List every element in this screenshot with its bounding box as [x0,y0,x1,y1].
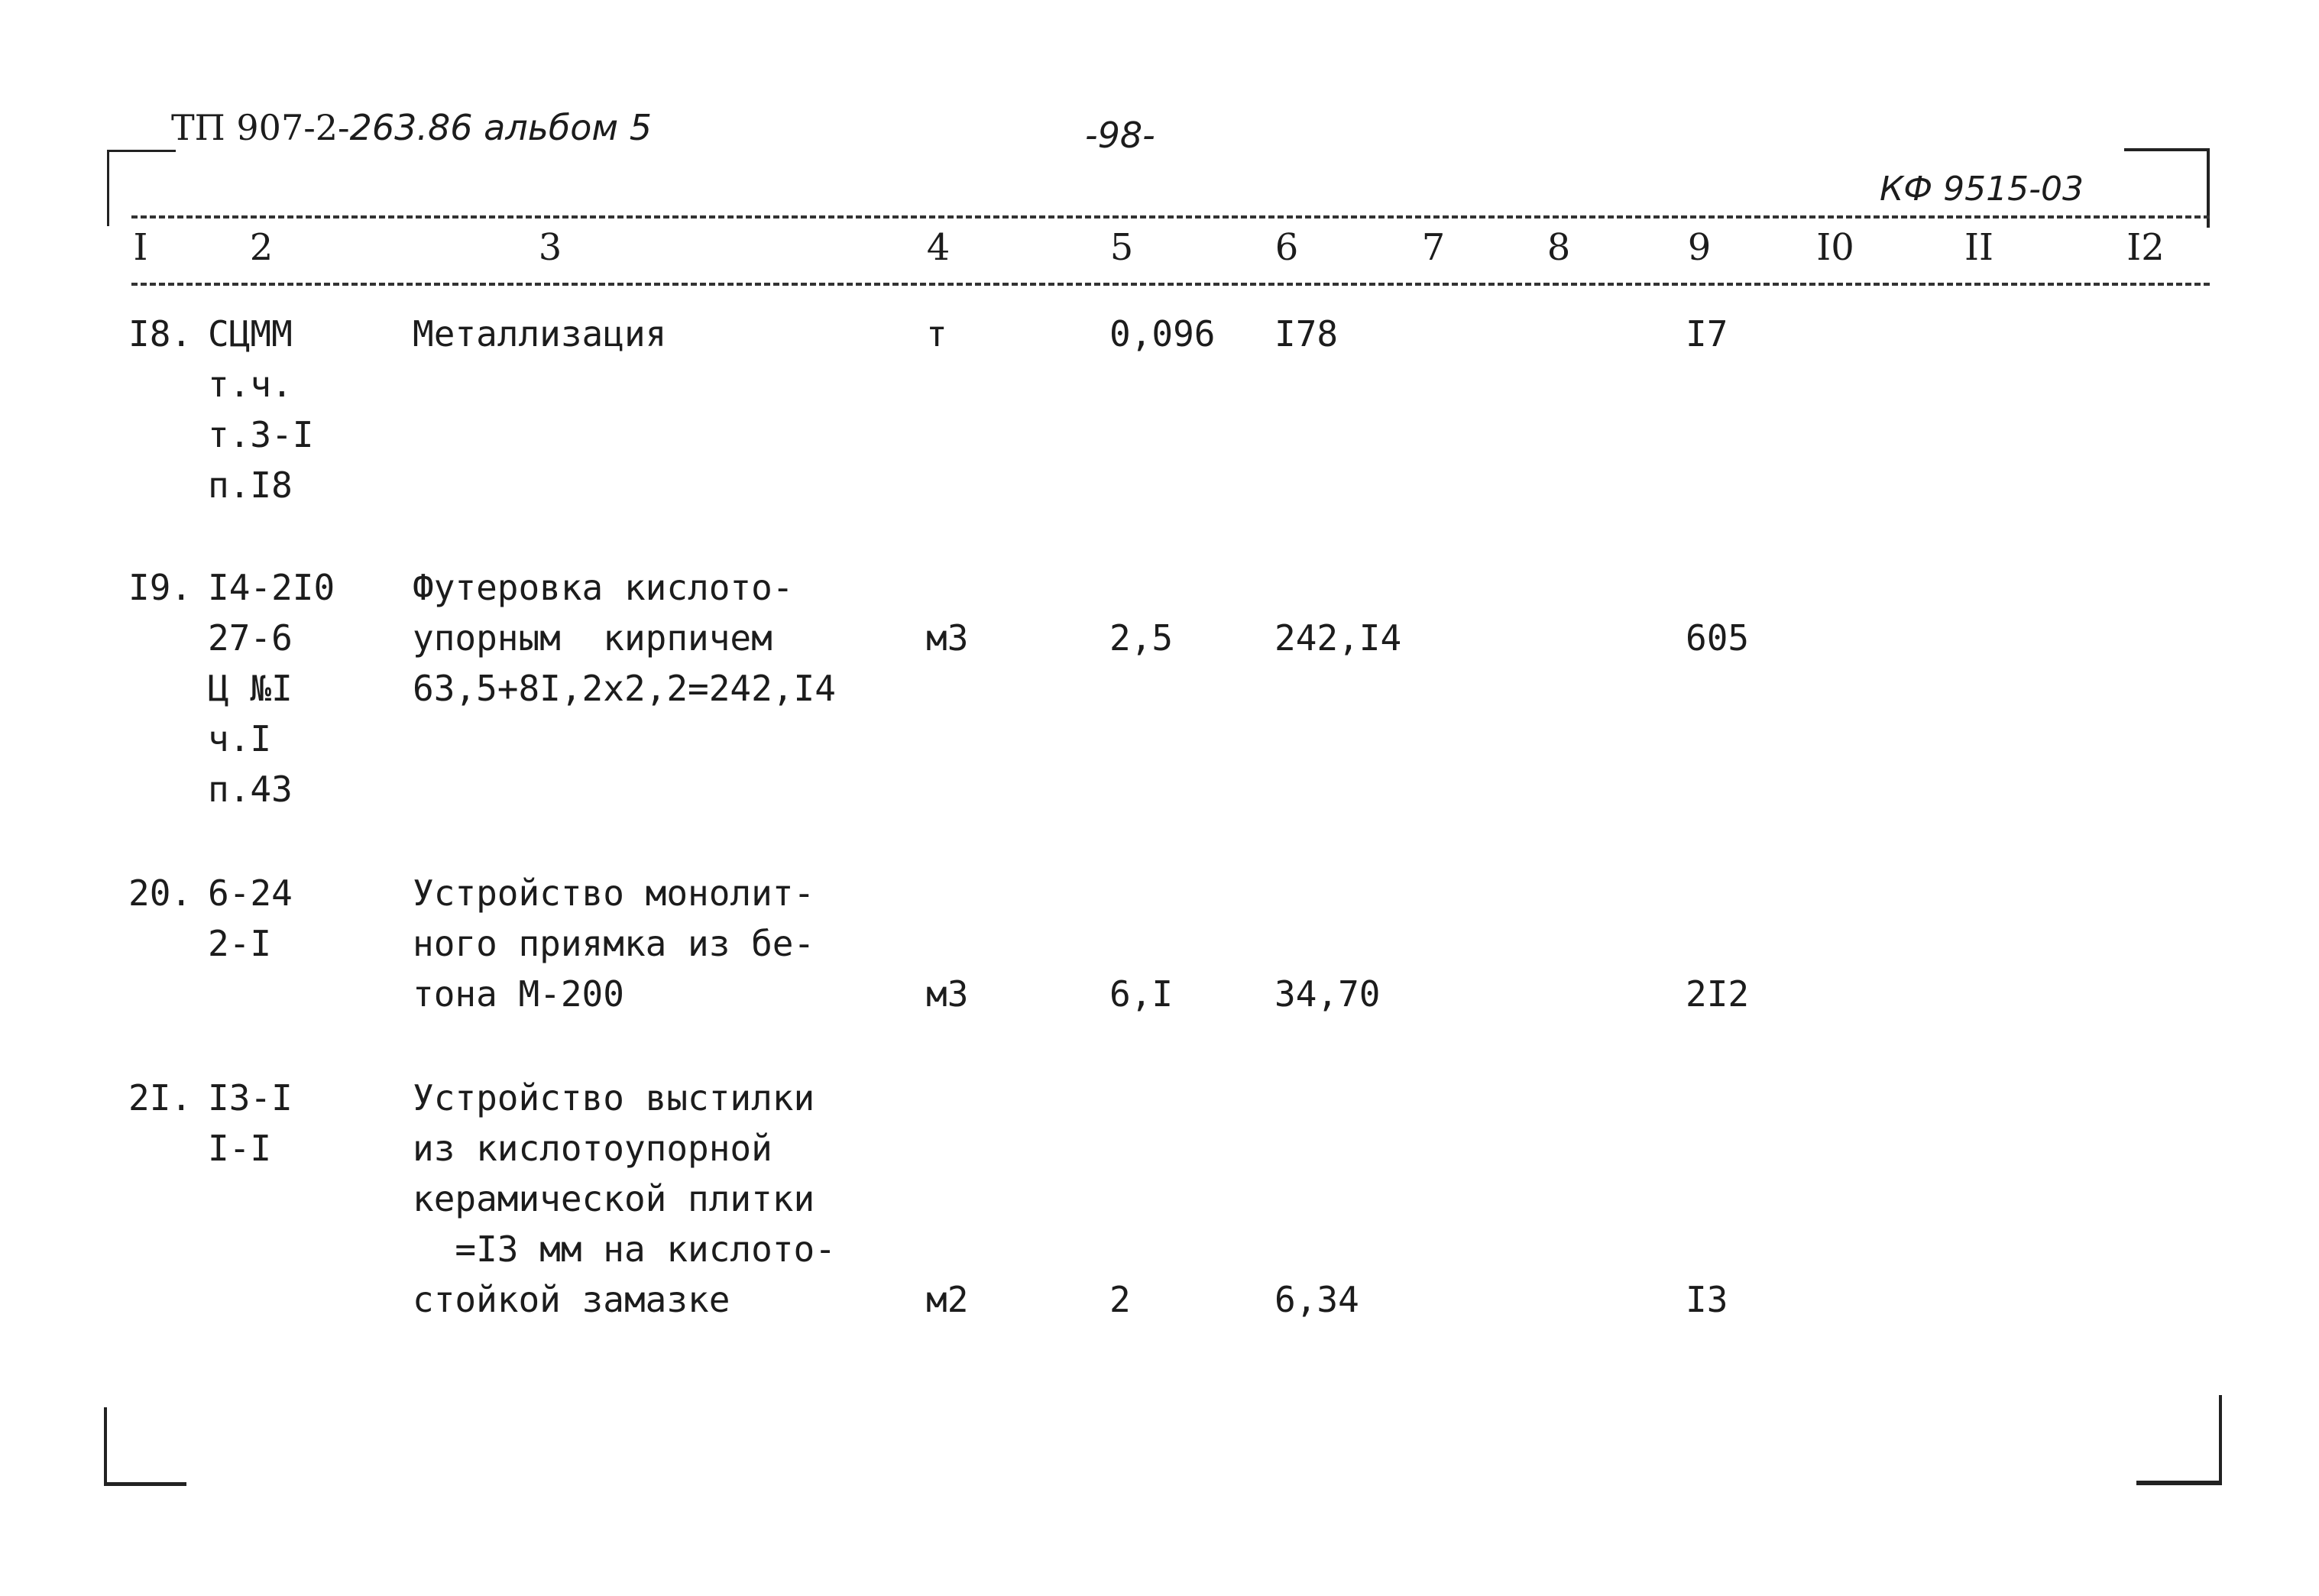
column-number: I [133,226,148,269]
row-quantity: 6,I [1109,973,1174,1015]
row-total: 2I2 [1686,973,1750,1015]
row-number: I8. [128,313,193,354]
description-line: тона М-200 [413,973,624,1015]
column-number: II [1964,226,1993,269]
column-number: 2 [249,226,274,269]
row-total: 605 [1686,617,1750,659]
row-unit-price: 242,I4 [1274,617,1402,659]
description-line: из кислотоупорной [413,1128,772,1169]
row-unit: м3 [926,617,969,659]
column-number: 7 [1421,226,1446,269]
code-line: СЦММ [208,313,293,354]
page-number: -98- [1085,115,1155,156]
description-line: ного приямка из бе- [413,923,815,964]
row-description [413,309,666,359]
row-unit: т [926,313,947,354]
row-number: 2I. [128,1077,193,1118]
frame-right-lower-rule [2219,1395,2222,1485]
description-line: стойкой замазке [413,1279,730,1320]
column-number: 5 [1109,226,1134,269]
frame-left-upper-rule [107,150,109,226]
row-unit-price: 6,34 [1274,1279,1359,1320]
code-line: I3-I [208,1077,293,1118]
description-line: Футеровка кислото- [413,567,794,608]
row-code [208,1073,293,1174]
row-quantity: 0,096 [1109,313,1216,354]
row-quantity: 2 [1109,1279,1131,1320]
row-quantity: 2,5 [1109,617,1174,659]
column-number: 6 [1274,226,1299,269]
code-line: Ц №I [208,668,293,709]
description-line: упорным кирпичем [413,617,772,659]
frame-top-right-rule [2124,148,2210,151]
row-code [208,868,293,969]
code-line: т.3-I [208,414,314,455]
row-description [413,868,815,1019]
description-line: =I3 мм на кислото- [413,1229,836,1270]
stamp-code: КФ 9515-03 [1880,170,2084,209]
header-rule-bottom [131,283,2210,286]
frame-left-lower-rule [104,1407,107,1485]
row-number: I9. [128,567,193,608]
row-unit: м2 [926,1279,969,1320]
frame-bottom-left-rule [104,1482,186,1486]
row-unit: м3 [926,973,969,1015]
code-line: ч.I [208,718,272,759]
column-number: 9 [1687,226,1712,269]
description-line: Металлизация [413,313,667,354]
column-number: 4 [926,226,951,269]
code-line: I-I [208,1128,272,1169]
column-number: 3 [538,226,562,269]
description-line: 63,5+8I,2х2,2=242,I4 [413,668,836,709]
row-code [208,309,313,510]
row-code [208,562,335,814]
document-code-handwritten: 263.86 альбом 5 [349,107,652,148]
row-total: I3 [1686,1279,1728,1320]
header-rule-top [131,215,2210,219]
description-line: керамической плитки [413,1178,815,1219]
code-line: I4-2I0 [208,567,335,608]
code-line: п.43 [208,769,293,810]
column-number: 8 [1547,226,1571,269]
description-line: Устройство монолит- [413,872,815,914]
column-number: I0 [1816,226,1854,269]
code-line: 2-I [208,923,272,964]
frame-top-left-rule [107,150,176,152]
description-line: Устройство выстилки [413,1077,815,1118]
document-header [171,107,652,148]
code-line: 6-24 [208,872,293,914]
frame-bottom-right-rule [2136,1481,2222,1485]
row-unit-price: I78 [1274,313,1339,354]
code-line: т.ч. [208,364,293,405]
code-line: п.I8 [208,465,293,506]
row-description [413,562,836,714]
document-code: ТП 907-2- [171,107,350,148]
code-line: 27-6 [208,617,293,659]
row-number: 20. [128,872,193,914]
row-description [413,1073,836,1325]
row-unit-price: 34,70 [1274,973,1381,1015]
column-number: I2 [2126,226,2165,269]
row-total: I7 [1686,313,1728,354]
